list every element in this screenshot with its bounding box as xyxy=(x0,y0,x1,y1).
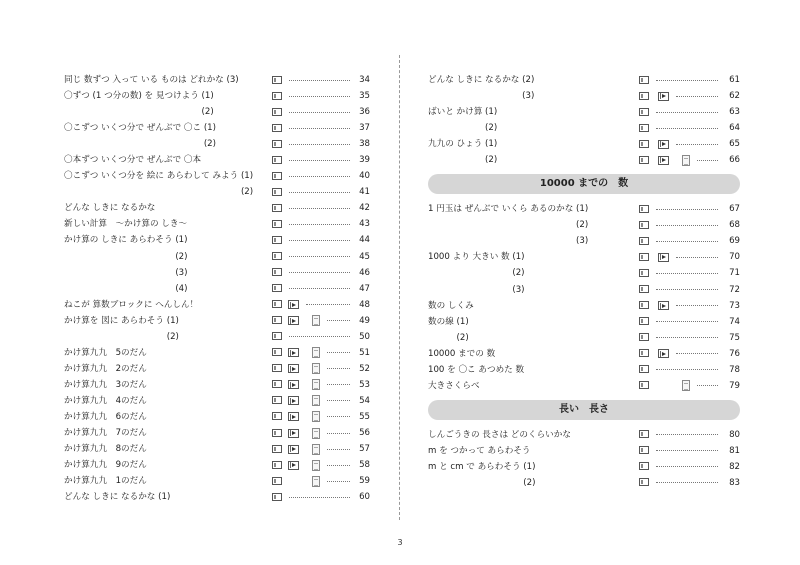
checkbox-square-icon[interactable] xyxy=(639,140,649,148)
leader-dots xyxy=(656,289,718,290)
leader-dots xyxy=(327,433,350,434)
checkbox-square-icon[interactable] xyxy=(272,300,282,308)
checkbox-square-icon[interactable] xyxy=(639,285,649,293)
toc-page-number: 76 xyxy=(729,348,740,359)
toc-row-label: かけ算九九 5のだん xyxy=(64,347,147,358)
toc-row-label: どんな しきに なるかな (1) xyxy=(64,492,171,503)
document-sheet-icon[interactable] xyxy=(312,395,320,406)
leader-dots xyxy=(289,224,350,225)
leader-dots xyxy=(656,466,718,467)
toc-page-number: 74 xyxy=(729,316,740,327)
video-play-icon[interactable] xyxy=(658,140,669,149)
checkbox-square-icon[interactable] xyxy=(639,317,649,325)
checkbox-square-icon[interactable] xyxy=(272,204,282,212)
toc-row[interactable] xyxy=(428,282,740,298)
toc-row[interactable] xyxy=(428,362,740,378)
checkbox-square-icon[interactable] xyxy=(272,156,282,164)
toc-row[interactable] xyxy=(64,345,370,361)
leader-dots xyxy=(656,209,718,210)
toc-row-label: かけ算九九 1のだん xyxy=(64,476,147,487)
checkbox-square-icon[interactable] xyxy=(272,364,282,372)
checkbox-square-icon[interactable] xyxy=(272,268,282,276)
toc-row[interactable] xyxy=(64,473,370,489)
toc-row-label: (4) xyxy=(175,283,188,294)
checkbox-square-icon[interactable] xyxy=(272,461,282,469)
checkbox-square-icon[interactable] xyxy=(639,349,649,357)
checkbox-square-icon[interactable] xyxy=(272,396,282,404)
toc-page-number: 61 xyxy=(729,75,740,85)
checkbox-square-icon[interactable] xyxy=(272,124,282,132)
leader-dots xyxy=(327,400,350,401)
toc-row-label: しんごうきの 長さは どのくらいかな xyxy=(428,429,571,440)
leader-dots xyxy=(327,449,350,450)
toc-row-label: 数の線 (1) xyxy=(428,316,469,327)
toc-page-number: 51 xyxy=(359,347,370,358)
leader-dots xyxy=(289,80,350,81)
toc-row[interactable] xyxy=(428,120,740,136)
checkbox-square-icon[interactable] xyxy=(639,221,649,229)
toc-page-number: 81 xyxy=(729,445,740,456)
toc-page-number: 80 xyxy=(729,429,740,440)
leader-dots xyxy=(656,434,718,435)
leader-dots xyxy=(656,450,718,451)
toc-row[interactable] xyxy=(64,265,370,281)
checkbox-square-icon[interactable] xyxy=(639,301,649,309)
toc-row[interactable] xyxy=(64,88,370,104)
toc-row[interactable] xyxy=(428,330,740,346)
checkbox-square-icon[interactable] xyxy=(639,478,649,486)
checkbox-square-icon[interactable] xyxy=(639,333,649,341)
checkbox-square-icon[interactable] xyxy=(639,446,649,454)
toc-page-number: 56 xyxy=(359,428,370,439)
video-play-icon[interactable] xyxy=(288,348,299,357)
document-sheet-icon[interactable] xyxy=(312,347,320,358)
toc-row-label: (2) xyxy=(512,268,525,279)
leader-dots xyxy=(656,337,718,338)
leader-dots xyxy=(289,176,350,177)
leader-dots xyxy=(289,497,350,498)
toc-row[interactable] xyxy=(64,136,370,152)
toc-page-number: 66 xyxy=(729,155,740,166)
toc-row-label: 〇本ずつ いくつ分で ぜんぶで 〇本 xyxy=(64,155,202,166)
leader-dots xyxy=(289,272,350,273)
toc-row-label: (2) xyxy=(201,107,214,118)
toc-page-number: 69 xyxy=(729,236,740,247)
document-sheet-icon[interactable] xyxy=(312,476,320,487)
document-sheet-icon[interactable] xyxy=(312,411,320,422)
leader-dots xyxy=(289,208,350,209)
leader-dots xyxy=(289,112,350,113)
checkbox-square-icon[interactable] xyxy=(639,76,649,84)
toc-row-label: m と cm で あらわそう (1) xyxy=(428,461,536,472)
toc-row[interactable] xyxy=(428,378,740,394)
leader-dots xyxy=(656,482,718,483)
checkbox-square-icon[interactable] xyxy=(272,140,282,148)
checkbox-square-icon[interactable] xyxy=(272,429,282,437)
toc-row[interactable] xyxy=(64,489,370,505)
toc-row[interactable] xyxy=(64,425,370,441)
leader-dots xyxy=(289,96,350,97)
toc-row[interactable] xyxy=(428,427,740,443)
column-divider xyxy=(399,55,400,520)
toc-row-label: かけ算を 図に あらわそう (1) xyxy=(64,315,179,326)
toc-row-label: 1000 より 大きい 数 (1) xyxy=(428,252,525,263)
toc-row[interactable] xyxy=(428,459,740,475)
toc-row[interactable] xyxy=(64,393,370,409)
leader-dots xyxy=(656,369,718,370)
toc-page-number: 38 xyxy=(359,139,370,150)
toc-page-number: 58 xyxy=(359,460,370,471)
checkbox-square-icon[interactable] xyxy=(272,236,282,244)
toc-page-number: 57 xyxy=(359,444,370,455)
toc-page-number: 78 xyxy=(729,364,740,375)
leader-dots xyxy=(656,273,718,274)
toc-row-label: (2) xyxy=(485,155,498,166)
document-sheet-icon[interactable] xyxy=(682,380,690,391)
leader-dots xyxy=(327,465,350,466)
toc-row[interactable] xyxy=(428,249,740,265)
leader-dots xyxy=(289,336,350,337)
leader-dots xyxy=(327,352,350,353)
toc-page-number: 62 xyxy=(729,91,740,102)
toc-row-label: (2) xyxy=(456,332,469,343)
toc-row-label: 〇ずつ (1 つ分の数) を 見つけよう (1) xyxy=(64,91,214,102)
leader-dots xyxy=(327,368,350,369)
toc-row-label: (2) xyxy=(523,477,536,488)
toc-row-label: ばいと かけ算 (1) xyxy=(428,107,498,118)
toc-row-label: どんな しきに なるかな xyxy=(64,203,156,214)
toc-page-number: 48 xyxy=(359,299,370,310)
document-sheet-icon[interactable] xyxy=(312,315,320,326)
checkbox-square-icon[interactable] xyxy=(272,348,282,356)
leader-dots xyxy=(676,257,718,258)
toc-page-number: 50 xyxy=(359,331,370,342)
toc-page-number: 59 xyxy=(359,476,370,487)
checkbox-square-icon[interactable] xyxy=(272,316,282,324)
toc-page-number: 40 xyxy=(359,171,370,182)
toc-page-number: 42 xyxy=(359,203,370,214)
toc-row[interactable] xyxy=(428,475,740,491)
toc-page-number: 73 xyxy=(729,300,740,311)
toc-page-number: 82 xyxy=(729,461,740,472)
leader-dots xyxy=(289,192,350,193)
toc-page-number: 63 xyxy=(729,107,740,118)
checkbox-square-icon[interactable] xyxy=(272,220,282,228)
toc-row[interactable] xyxy=(64,104,370,120)
toc-row[interactable] xyxy=(64,409,370,425)
checkbox-square-icon[interactable] xyxy=(639,269,649,277)
leader-dots xyxy=(289,288,350,289)
toc-row-label: 大きさくらべ xyxy=(428,380,480,391)
section-header: 長い 長さ xyxy=(428,400,740,420)
toc-row-label: ねこが 算数ブロックに へんしん！ xyxy=(64,299,199,310)
toc-row-label: 数の しくみ xyxy=(428,300,474,311)
toc-row[interactable] xyxy=(428,346,740,362)
toc-row-label: かけ算九九 3のだん xyxy=(64,379,147,390)
toc-row-label: 〇こずつ いくつ分で ぜんぶで 〇こ (1) xyxy=(64,123,217,134)
leader-dots xyxy=(289,240,350,241)
leader-dots xyxy=(697,385,718,386)
toc-page-number: 79 xyxy=(729,380,740,391)
leader-dots xyxy=(676,144,718,145)
leader-dots xyxy=(656,241,718,242)
leader-dots xyxy=(327,384,350,385)
toc-row-label: かけ算の しきに あらわそう (1) xyxy=(64,235,188,246)
leader-dots xyxy=(289,256,350,257)
toc-row[interactable] xyxy=(64,120,370,136)
toc-row-label: かけ算九九 9のだん xyxy=(64,460,147,471)
document-sheet-icon[interactable] xyxy=(312,444,320,455)
toc-row[interactable] xyxy=(64,281,370,297)
checkbox-square-icon[interactable] xyxy=(272,188,282,196)
checkbox-square-icon[interactable] xyxy=(272,252,282,260)
section-header: 10000 までの 数 xyxy=(428,174,740,194)
checkbox-square-icon[interactable] xyxy=(272,380,282,388)
video-play-icon[interactable] xyxy=(658,92,669,101)
toc-row-label: かけ算九九 7のだん xyxy=(64,428,147,439)
checkbox-square-icon[interactable] xyxy=(639,462,649,470)
leader-dots xyxy=(676,305,718,306)
checkbox-square-icon[interactable] xyxy=(639,430,649,438)
toc-row[interactable] xyxy=(428,217,740,233)
document-sheet-icon[interactable] xyxy=(312,460,320,471)
toc-row[interactable] xyxy=(428,233,740,249)
toc-row-label: 新しい計算 ～かけ算の しき～ xyxy=(64,219,188,230)
toc-row-label: 同じ 数ずつ 入って いる ものは どれかな (3) xyxy=(64,75,239,85)
toc-page-number: 43 xyxy=(359,219,370,230)
toc-row[interactable] xyxy=(428,443,740,459)
toc-row[interactable] xyxy=(64,441,370,457)
toc-page-number: 47 xyxy=(359,283,370,294)
checkbox-square-icon[interactable] xyxy=(272,172,282,180)
leader-dots xyxy=(656,80,718,81)
toc-row[interactable] xyxy=(64,232,370,248)
video-play-icon[interactable] xyxy=(288,445,299,454)
toc-page-number: 35 xyxy=(359,91,370,102)
leader-dots xyxy=(327,320,350,321)
toc-page-number: 55 xyxy=(359,411,370,422)
toc-row-label: かけ算九九 6のだん xyxy=(64,411,147,422)
leader-dots xyxy=(289,128,350,129)
toc-page-number: 67 xyxy=(729,204,740,215)
toc-row-label: (3) xyxy=(175,267,188,278)
toc-page-number: 44 xyxy=(359,235,370,246)
toc-row[interactable] xyxy=(428,298,740,314)
document-sheet-icon[interactable] xyxy=(682,155,690,166)
toc-row-label: (2) xyxy=(203,139,217,150)
video-play-icon[interactable] xyxy=(288,364,299,373)
toc-page-number: 60 xyxy=(359,492,370,503)
toc-page-number: 72 xyxy=(729,284,740,295)
toc-row[interactable] xyxy=(428,88,740,104)
toc-row-label: (2) xyxy=(576,220,589,231)
video-play-icon[interactable] xyxy=(658,156,669,165)
toc-page-number: 54 xyxy=(359,395,370,406)
leader-dots xyxy=(656,225,718,226)
checkbox-square-icon[interactable] xyxy=(272,445,282,453)
toc-row[interactable] xyxy=(64,377,370,393)
leader-dots xyxy=(697,160,718,161)
toc-page-number: 53 xyxy=(359,379,370,390)
toc-row-label: m を つかって あらわそう xyxy=(428,445,531,456)
leader-dots xyxy=(656,128,718,129)
toc-row[interactable] xyxy=(428,136,740,152)
checkbox-square-icon[interactable] xyxy=(639,237,649,245)
leader-dots xyxy=(656,321,718,322)
leader-dots xyxy=(289,144,350,145)
toc-left-column xyxy=(64,72,370,505)
video-play-icon[interactable] xyxy=(288,429,299,438)
toc-row-label: (3) xyxy=(576,236,589,247)
video-play-icon[interactable] xyxy=(288,300,299,309)
leader-dots xyxy=(676,353,718,354)
toc-row[interactable] xyxy=(64,457,370,473)
document-sheet-icon[interactable] xyxy=(312,363,320,374)
toc-row-label: かけ算九九 2のだん xyxy=(64,363,147,374)
toc-row[interactable] xyxy=(428,314,740,330)
leader-dots xyxy=(306,304,350,305)
toc-page-number: 36 xyxy=(359,107,370,118)
toc-row[interactable] xyxy=(64,313,370,329)
checkbox-square-icon[interactable] xyxy=(639,253,649,261)
toc-row[interactable] xyxy=(64,168,370,184)
toc-row[interactable] xyxy=(64,297,370,313)
checkbox-square-icon[interactable] xyxy=(639,124,649,132)
toc-page-number: 41 xyxy=(359,187,370,198)
toc-row[interactable] xyxy=(64,184,370,200)
checkbox-square-icon[interactable] xyxy=(272,92,282,100)
toc-row-label: 九九の ひょう (1) xyxy=(428,139,498,150)
toc-row-label: 1 円玉は ぜんぶで いくら あるのかな (1) xyxy=(428,204,589,215)
toc-page-number: 34 xyxy=(359,75,370,85)
toc-row[interactable] xyxy=(428,72,740,88)
toc-page-number: 45 xyxy=(359,251,370,262)
toc-page-number: 37 xyxy=(359,123,370,134)
checkbox-square-icon[interactable] xyxy=(272,477,282,485)
toc-row[interactable] xyxy=(428,201,740,217)
toc-page-number: 71 xyxy=(729,268,740,279)
toc-row-label: どんな しきに なるかな (2) xyxy=(428,75,535,85)
toc-row-label: かけ算九九 8のだん xyxy=(64,444,147,455)
toc-page-number: 64 xyxy=(729,123,740,134)
toc-row[interactable] xyxy=(428,104,740,120)
checkbox-square-icon[interactable] xyxy=(272,108,282,116)
leader-dots xyxy=(327,416,350,417)
video-play-icon[interactable] xyxy=(658,253,669,262)
document-sheet-icon[interactable] xyxy=(312,428,320,439)
page-number: 3 xyxy=(397,538,403,547)
checkbox-square-icon[interactable] xyxy=(639,205,649,213)
leader-dots xyxy=(656,112,718,113)
toc-page-number: 70 xyxy=(729,252,740,263)
video-play-icon[interactable] xyxy=(288,316,299,325)
checkbox-square-icon[interactable] xyxy=(639,156,649,164)
toc-page-number: 39 xyxy=(359,155,370,166)
video-play-icon[interactable] xyxy=(288,412,299,421)
toc-row[interactable] xyxy=(64,200,370,216)
toc-page-number: 49 xyxy=(359,315,370,326)
toc-row-label: (2) xyxy=(166,331,179,342)
toc-row[interactable] xyxy=(64,152,370,168)
toc-row-label: (3) xyxy=(522,91,535,102)
video-play-icon[interactable] xyxy=(288,461,299,470)
toc-row-label: (2) xyxy=(240,187,254,198)
toc-page-number: 68 xyxy=(729,220,740,231)
video-play-icon[interactable] xyxy=(658,349,669,358)
checkbox-square-icon[interactable] xyxy=(272,284,282,292)
checkbox-square-icon[interactable] xyxy=(639,381,649,389)
toc-page-number: 46 xyxy=(359,267,370,278)
toc-page-number: 83 xyxy=(729,477,740,488)
document-sheet-icon[interactable] xyxy=(312,379,320,390)
toc-row[interactable] xyxy=(428,152,740,168)
toc-row[interactable] xyxy=(64,329,370,345)
toc-row-label: 100 を 〇こ あつめた 数 xyxy=(428,364,525,375)
toc-page-number: 65 xyxy=(729,139,740,150)
toc-row[interactable] xyxy=(64,249,370,265)
toc-row-label: 〇こずつ いくつ分を 絵に あらわして みよう (1) xyxy=(64,171,254,182)
toc-row[interactable] xyxy=(64,361,370,377)
toc-row-label: (3) xyxy=(512,284,525,295)
video-play-icon[interactable] xyxy=(288,396,299,405)
toc-page-number: 75 xyxy=(729,332,740,343)
toc-row-label: (2) xyxy=(175,251,188,262)
toc-row-label: (2) xyxy=(485,123,498,134)
toc-page-number: 52 xyxy=(359,363,370,374)
leader-dots xyxy=(289,160,350,161)
toc-right-column xyxy=(428,72,740,491)
checkbox-square-icon[interactable] xyxy=(272,412,282,420)
checkbox-square-icon[interactable] xyxy=(639,92,649,100)
leader-dots xyxy=(676,96,718,97)
checkbox-square-icon[interactable] xyxy=(272,76,282,84)
checkbox-square-icon[interactable] xyxy=(272,332,282,340)
video-play-icon[interactable] xyxy=(288,380,299,389)
video-play-icon[interactable] xyxy=(658,301,669,310)
checkbox-square-icon[interactable] xyxy=(639,365,649,373)
checkbox-square-icon[interactable] xyxy=(639,108,649,116)
toc-row[interactable] xyxy=(64,72,370,88)
toc-row-label: かけ算九九 4のだん xyxy=(64,395,147,406)
toc-row[interactable] xyxy=(64,216,370,232)
leader-dots xyxy=(327,481,350,482)
toc-row-label: 10000 までの 数 xyxy=(428,348,496,359)
toc-row[interactable] xyxy=(428,265,740,281)
checkbox-square-icon[interactable] xyxy=(272,493,282,501)
